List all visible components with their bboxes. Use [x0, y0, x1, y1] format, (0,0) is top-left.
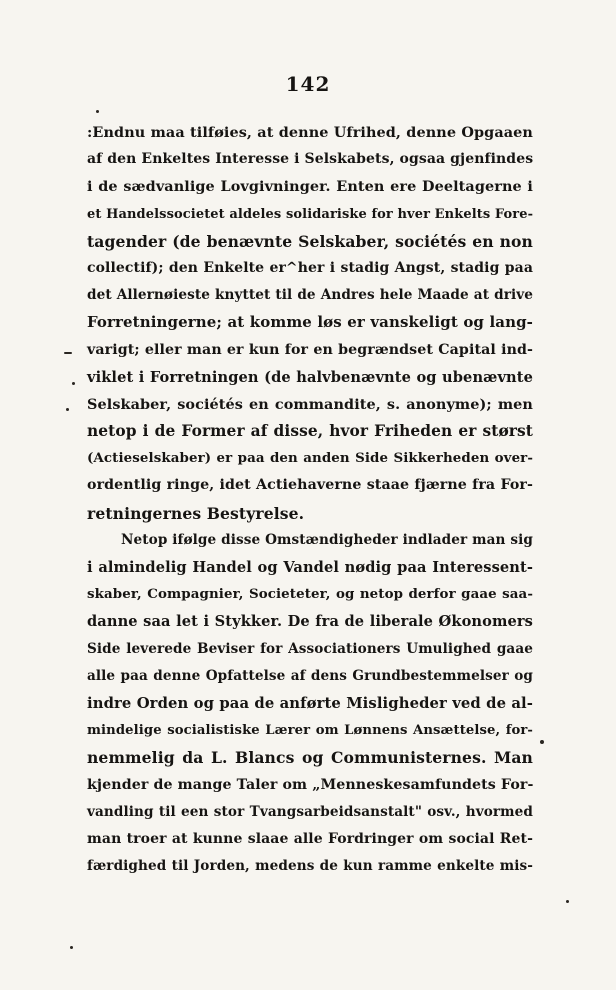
text-line: i de sædvanlige Lovgivninger. Enten ere Deeltagerne i [87, 178, 533, 196]
text-line: viklet i Forretningen (de halvbenævnte og ubenævnte [87, 368, 533, 386]
text-line: tagender (de benævnte Selskaber, sociétés en non [87, 231, 533, 251]
text-line: :Endnu maa tilføies, at denne Ufrihed, denne Opgaaen [87, 124, 533, 141]
text-line: skaber, Compagnier, Societeter, og netop derfor gaae saa- [87, 586, 533, 603]
text-line: varigt; eller man er kun for en begrændset Capital ind- [87, 341, 533, 358]
text-line: kjender de mange Taler om „Menneskesamfundets For- [87, 776, 534, 793]
text-line: Netop ifølge disse Omstændigheder indlader man sig [121, 531, 533, 548]
text-line: Side leverede Beviser for Associationers Umulighed gaae [87, 640, 533, 657]
page-number: 142 [285, 72, 331, 96]
text-line: nemmelig da L. Blancs og Communisternes. Man [87, 748, 533, 768]
dust-speck [70, 946, 73, 949]
paragraph-2 [87, 527, 533, 880]
text-line: i almindelig Handel og Vandel nødig paa Interessent- [87, 559, 533, 576]
dust-speck [66, 408, 69, 411]
text-line: ordentlig ringe, idet Actiehaverne staae fjærne fra For- [87, 477, 533, 494]
text-line: vandling til een stor Tvangsarbeidsanstalt" osv., hvormed [87, 803, 533, 820]
text-line: retningernes Bestyrelse. [87, 503, 305, 523]
text-line: danne saa let i Stykker. De fra de liberale Økonomers [87, 613, 533, 631]
text-line: netop i de Former af disse, hvor Friheden er størst [87, 422, 533, 441]
text-line: indre Orden og paa de anførte Misligheder ved de al- [87, 694, 533, 712]
text-line: det Allernøieste knyttet til de Andres hele Maade at drive [87, 287, 533, 304]
text-line: Selskaber, sociétés en commandite, s. anonyme); men [87, 395, 533, 413]
text-line: man troer at kunne slaae alle Fordringer om social Ret- [87, 830, 533, 847]
dust-speck [540, 740, 544, 744]
paragraph-1 [87, 119, 533, 527]
text-line: mindelige socialistiske Lærer om Lønnens Ansættelse, for- [87, 723, 533, 739]
dust-speck [64, 352, 72, 354]
text-line: et Handelssocietet aldeles solidariske for hver Enkelts Fore- [87, 206, 534, 222]
text-line: af den Enkeltes Interesse i Selskabets, ogsaa gjenfindes [87, 151, 534, 168]
dust-speck [566, 900, 569, 903]
text-line: færdighed til Jorden, medens de kun ramme enkelte mis- [87, 858, 533, 875]
text-line: collectif); den Enkelte er^her i stadig Angst, stadig paa [87, 259, 533, 276]
dust-speck [96, 110, 99, 113]
text-line: (Actieselskaber) er paa den anden Side Sikkerheden over- [87, 450, 533, 467]
dust-speck [72, 382, 75, 385]
body-text [87, 119, 533, 880]
text-line: Forretningerne; at komme løs er vanskeligt og lang- [87, 313, 533, 332]
text-line: alle paa denne Opfattelse af dens Grundbestemmelser og [87, 667, 533, 684]
